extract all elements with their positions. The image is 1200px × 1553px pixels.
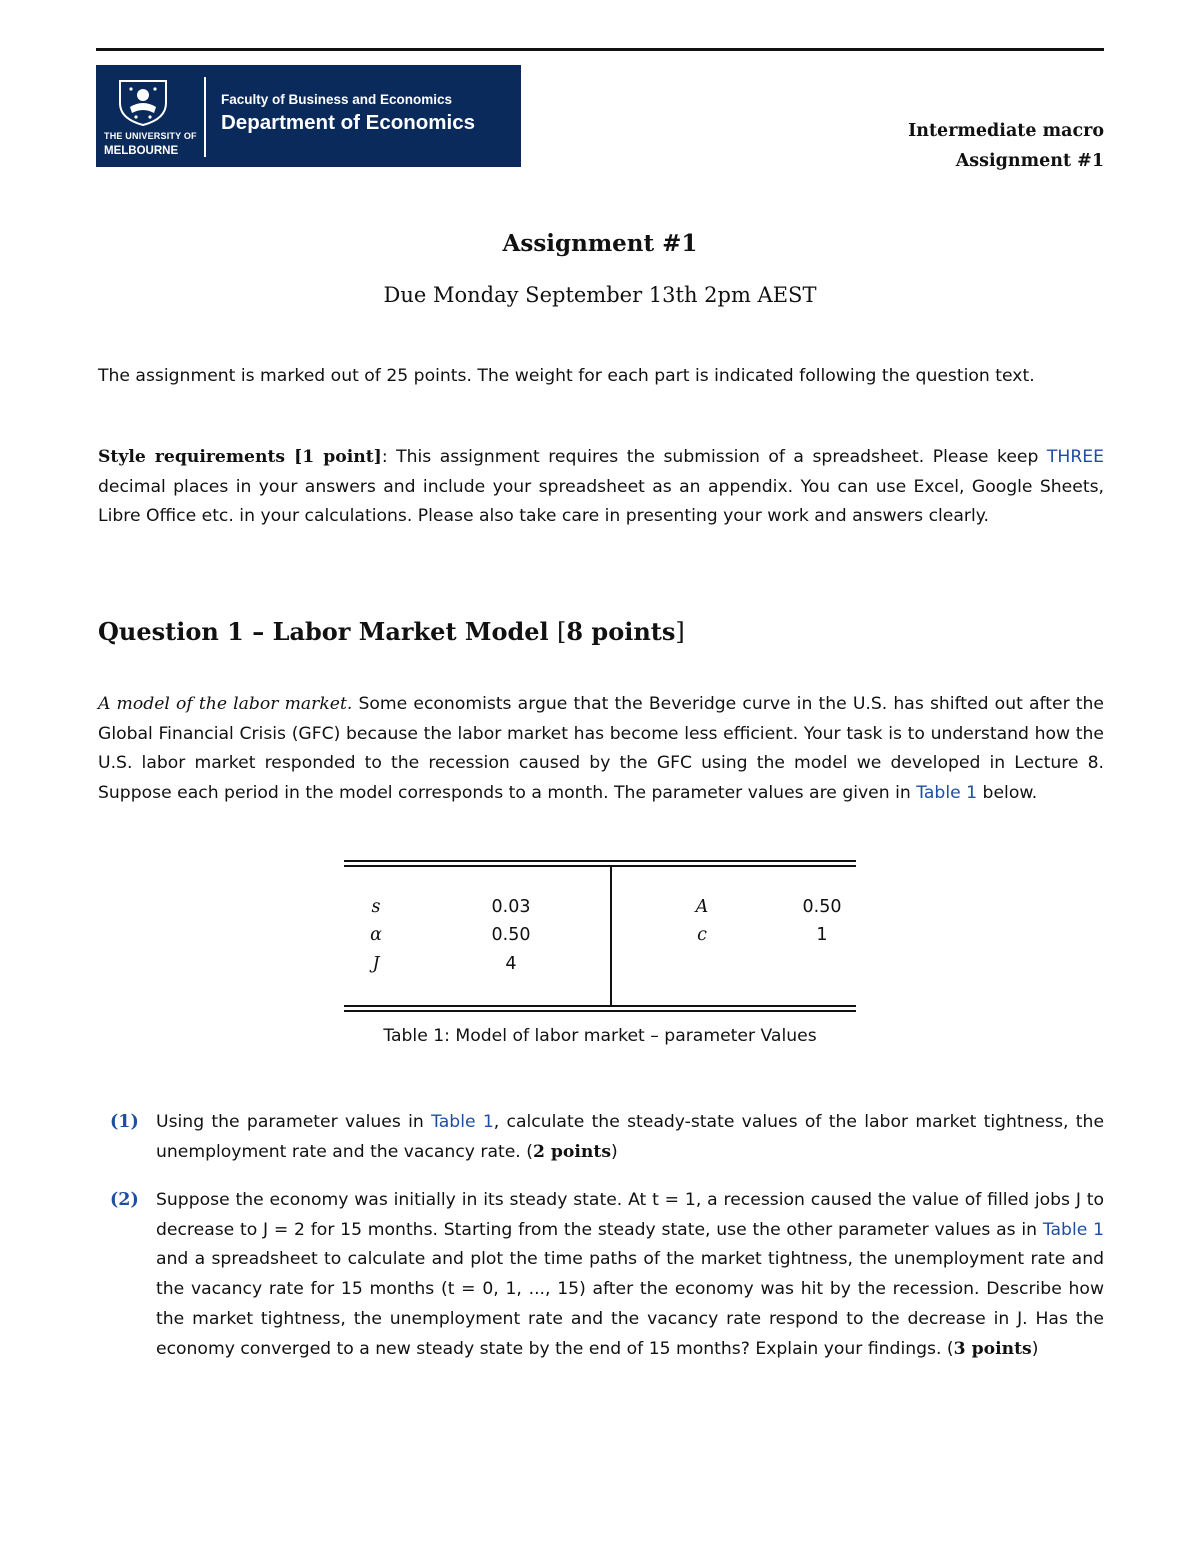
item-2-points: 3 points (953, 1338, 1032, 1359)
table-symbol-c: c (697, 925, 707, 945)
question-1-title: Question 1 – Labor Market Model (98, 617, 557, 646)
style-requirements-text-end: decimal places in your answers and include your spreadsheet as an appendix. You can use Excel, Google Sheets, Libre Office etc. in your calculations. Please also take care in presenting your work and answers clearly. (98, 476, 1104, 527)
style-requirements-label: Style requirements [1 point] (98, 447, 382, 467)
item-1-points: 2 points (532, 1141, 612, 1162)
table-symbol-s: s (371, 897, 381, 917)
item-1-number: (1) (110, 1112, 139, 1132)
table-vertical-rule (610, 867, 612, 1007)
item-1-text-c: ) (611, 1141, 618, 1162)
university-logo (96, 65, 521, 167)
table-top-rule-1 (344, 860, 856, 862)
item-2-text-c: ) (1031, 1338, 1039, 1359)
question-1-intro-end: below. (977, 783, 1038, 804)
crest-icon (114, 77, 172, 127)
item-2-text-b: and a spreadsheet to calculate and plot the time paths of the market tightness, the unemployment rate and the vacancy rate for 15 months (t = 0, 1, ..., 15) after the economy was hit by the recession. Describe how the market tightness, the unemployment rate and the vacancy rate respond to the decrease in J. Has the economy converged to a new steady state by the end of 15 months? Explain your findings. ( (156, 1249, 1104, 1359)
item-2-table-link[interactable]: Table 1 (1042, 1219, 1105, 1240)
question-1-intro (98, 690, 1104, 809)
item-2-text (156, 1186, 1104, 1364)
question-1-intro-italic: A model of the labor market. (98, 694, 353, 714)
table-1-link[interactable]: Table 1 (916, 783, 978, 804)
question-1-points: 8 points (566, 617, 676, 646)
table-value-c: 1 (816, 925, 828, 945)
item-1-text (156, 1108, 1104, 1167)
item-1-table-link[interactable]: Table 1 (431, 1112, 494, 1132)
table-caption: Table 1: Model of labor market – parameter Values (383, 1026, 817, 1046)
table-value-J: 4 (505, 954, 517, 974)
item-1-text-b: , calculate the steady-state values of the labor market tightness, the unemployment rate and the vacancy rate. ( (156, 1112, 1105, 1162)
item-2-text-a: Suppose the economy was initially in its steady state. At t = 1, a recession caused the value of filled jobs J to decrease to J = 2 for 15 months. Starting from the steady state, use the other parameter values as in (156, 1190, 1104, 1240)
university-name: MELBOURNE (104, 145, 179, 157)
three-highlight: THREE (1046, 447, 1105, 467)
logo-divider (204, 77, 206, 157)
table-symbol-A: A (695, 897, 709, 917)
table-bottom-rule-2 (344, 1010, 856, 1012)
department-name: Department of Economics (221, 111, 476, 134)
assignment-label: Assignment #1 (955, 151, 1104, 171)
table-top-rule-2 (344, 865, 856, 867)
question-1-intro-text: Some economists argue that the Beveridge curve in the U.S. has shifted out after the Global Financial Crisis (GFC) because the labor market has become less efficient. Your task is to understand how the U.S. labor market responded to the recession caused by the GFC using the model we developed in Lecture 8. Suppose each period in the model corresponds to a month. The parameter values are given in (98, 694, 1104, 804)
top-rule (96, 48, 1104, 51)
style-requirements-text: : This assignment requires the submission of a spreadsheet. Please keep (381, 447, 1047, 467)
course-name: Intermediate macro (908, 121, 1104, 141)
item-2-number: (2) (110, 1190, 139, 1210)
table-value-alpha: 0.50 (491, 925, 531, 945)
intro-paragraph: The assignment is marked out of 25 points. The weight for each part is indicated following the question text. (98, 366, 1035, 386)
table-value-s: 0.03 (491, 897, 531, 917)
parameter-table (344, 860, 856, 1012)
bracket-open: [ (556, 618, 567, 646)
table-bottom-rule-1 (344, 1005, 856, 1007)
question-1-heading (98, 617, 685, 646)
faculty-name: Faculty of Business and Economics (221, 92, 453, 107)
bracket-close: ] (675, 618, 685, 646)
header-course-info (908, 116, 1104, 176)
table-symbol-J: J (372, 954, 380, 974)
table-symbol-alpha: α (370, 925, 382, 945)
table-value-A: 0.50 (802, 897, 842, 917)
page-title: Assignment #1 (502, 230, 698, 257)
due-date: Due Monday September 13th 2pm AEST (383, 283, 817, 307)
style-requirements-paragraph (98, 443, 1104, 532)
university-small-text: THE UNIVERSITY OF (104, 131, 197, 141)
item-1-text-a: Using the parameter values in (156, 1112, 432, 1132)
